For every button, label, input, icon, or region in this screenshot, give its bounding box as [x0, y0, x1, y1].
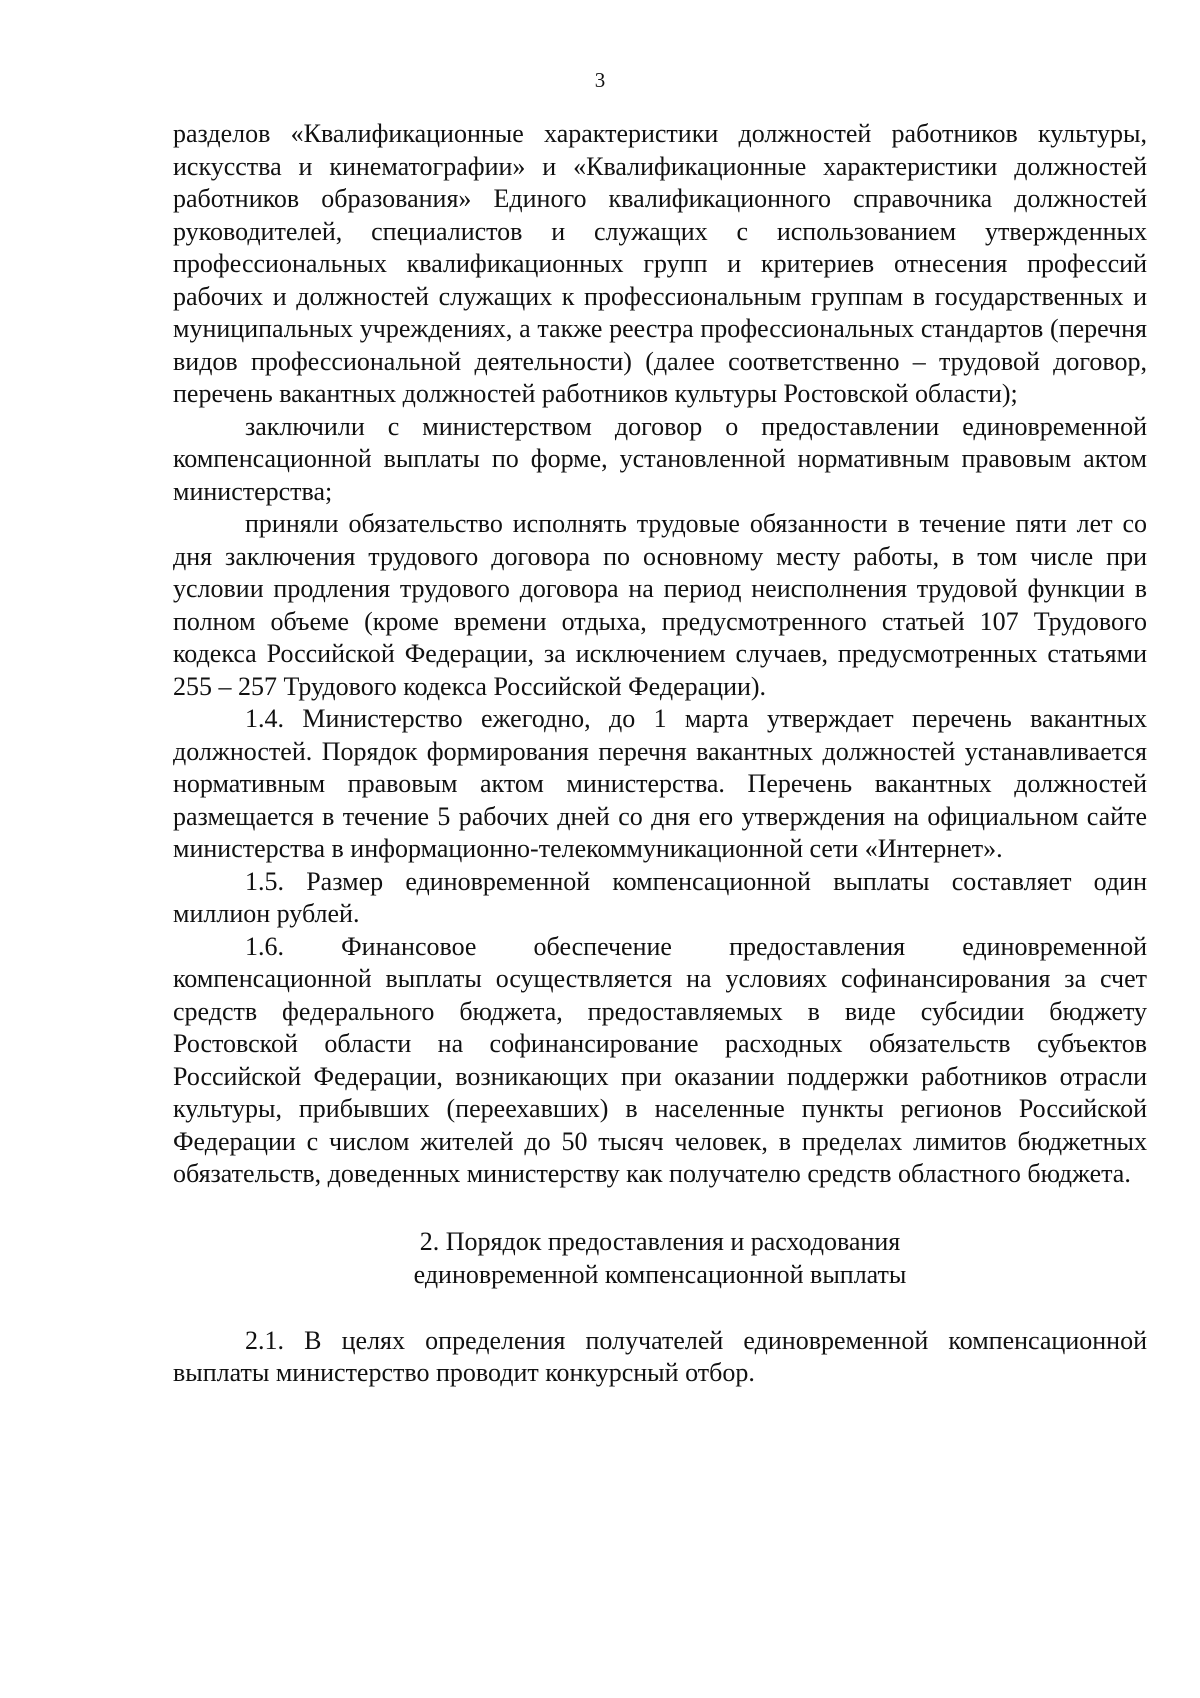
paragraph-clause-2-1: 2.1. В целях определения получателей единовременной компенсационной выплаты министерство проводит конкурсный отбор. [173, 1325, 1147, 1387]
section-heading-line-1: 2. Порядок предоставления и расходования [419, 1226, 901, 1256]
paragraph-contract: заключили с министерством договор о предоставлении единовременной компенсационной выплаты по форме, установленной нормативным правовым актом министерства; [173, 411, 1147, 506]
paragraph-continuation: разделов «Квалификационные характеристики должностей работников культуры, искусства и кинематографии» и «Квалификационные характеристики должностей работников образования» Единого квалификационного справочника должностей руководителей, специалистов и служащих с использованием утвержденных профессиональных квалификационных групп и критериев отнесения профессий рабочих и должностей служащих к профессиональным группам в государственных и муниципальных учреждениях, а также реестра профессиональных стандартов (перечня видов профессиональной деятельности) (далее соответственно – трудовой договор, перечень вакантных должностей работников культуры Ростовской области); [173, 119, 1147, 408]
page-number: 3 [594, 68, 606, 92]
section-heading [173, 1225, 1147, 1291]
document-body [173, 118, 1147, 1390]
section-heading-line-2: единовременной компенсационной выплаты [413, 1259, 907, 1289]
paragraph-clause-1-4: 1.4. Министерство ежегодно, до 1 марта утверждает перечень вакантных должностей. Порядок формирования перечня вакантных должностей устанавливается нормативным правовым актом министерства. Перечень вакантных должностей размещается в течение 5 рабочих дней со дня его утверждения на официальном сайте министерства в информационно-телекоммуникационной сети «Интернет». [173, 704, 1147, 863]
paragraph-clause-1-6: 1.6. Финансовое обеспечение предоставления единовременной компенсационной выплаты осуществляется на условиях софинансирования за счет средств федерального бюджета, предоставляемых в виде субсидии бюджету Ростовской области на софинансирование расходных обязательств субъектов Российской Федерации, возникающих при оказании поддержки работников отрасли культуры, прибывших (переехавших) в населенные пункты регионов Российской Федерации с числом жителей до 50 тысяч человек, в пределах лимитов бюджетных обязательств, доведенных министерству как получателю средств областного бюджета. [173, 931, 1147, 1188]
paragraph-clause-1-5: 1.5. Размер единовременной компенсационной выплаты составляет один миллион рублей. [173, 866, 1147, 928]
paragraph-obligation: приняли обязательство исполнять трудовые обязанности в течение пяти лет со дня заключения трудового договора по основному месту работы, в том числе при условии продления трудового договора на период неисполнения трудовой функции в полном объеме (кроме времени отдыха, предусмотренного статьей 107 Трудового кодекса Российской Федерации, за исключением случаев, предусмотренных статьями 255 – 257 Трудового кодекса Российской Федерации). [173, 509, 1147, 701]
